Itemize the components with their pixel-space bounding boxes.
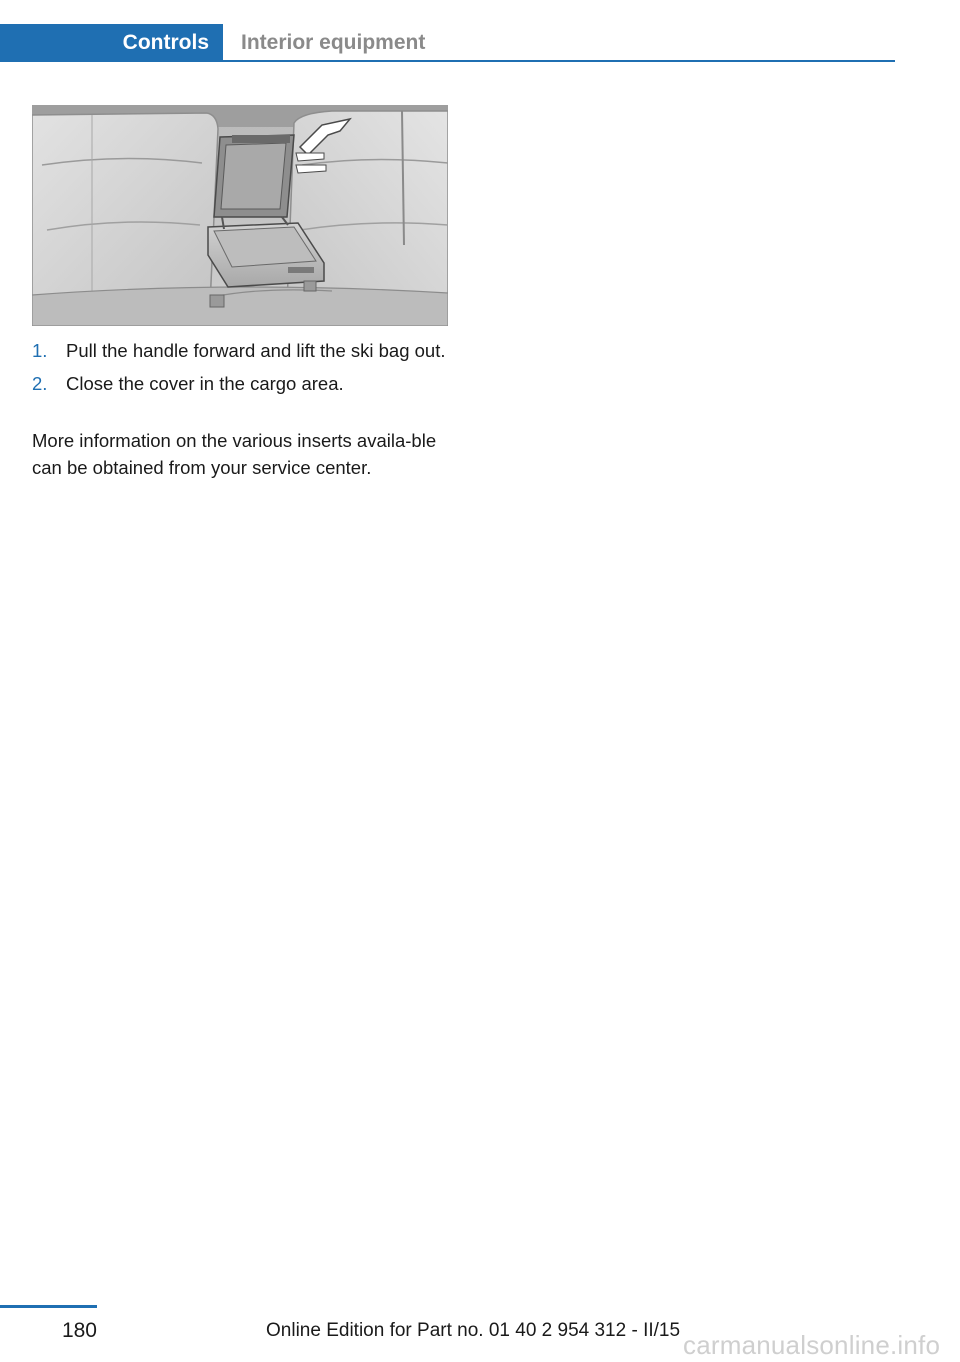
step-number: 2. — [32, 373, 48, 394]
page-number: 180 — [61, 1319, 97, 1342]
step-item — [32, 371, 452, 397]
footer-divider — [0, 1305, 97, 1308]
section-tab: Controls — [0, 24, 223, 62]
instruction-steps — [32, 338, 452, 404]
step-number: 1. — [32, 340, 48, 361]
info-paragraph: More information on the various inserts availa-ble can be obtained from your service center. — [32, 430, 437, 478]
header-divider — [0, 60, 895, 62]
page-header — [0, 24, 895, 62]
step-item — [32, 338, 452, 364]
rear-seat-ski-bag-illustration — [32, 105, 448, 326]
watermark: carmanualsonline.info — [683, 1330, 941, 1360]
subsection-tab: Interior equipment — [241, 31, 426, 54]
step-text: Close the cover in the cargo area. — [66, 373, 344, 394]
edition-note: Online Edition for Part no. 01 40 2 954 312 - II/15 — [266, 1320, 681, 1341]
step-text: Pull the handle forward and lift the ski bag out. — [66, 340, 446, 361]
